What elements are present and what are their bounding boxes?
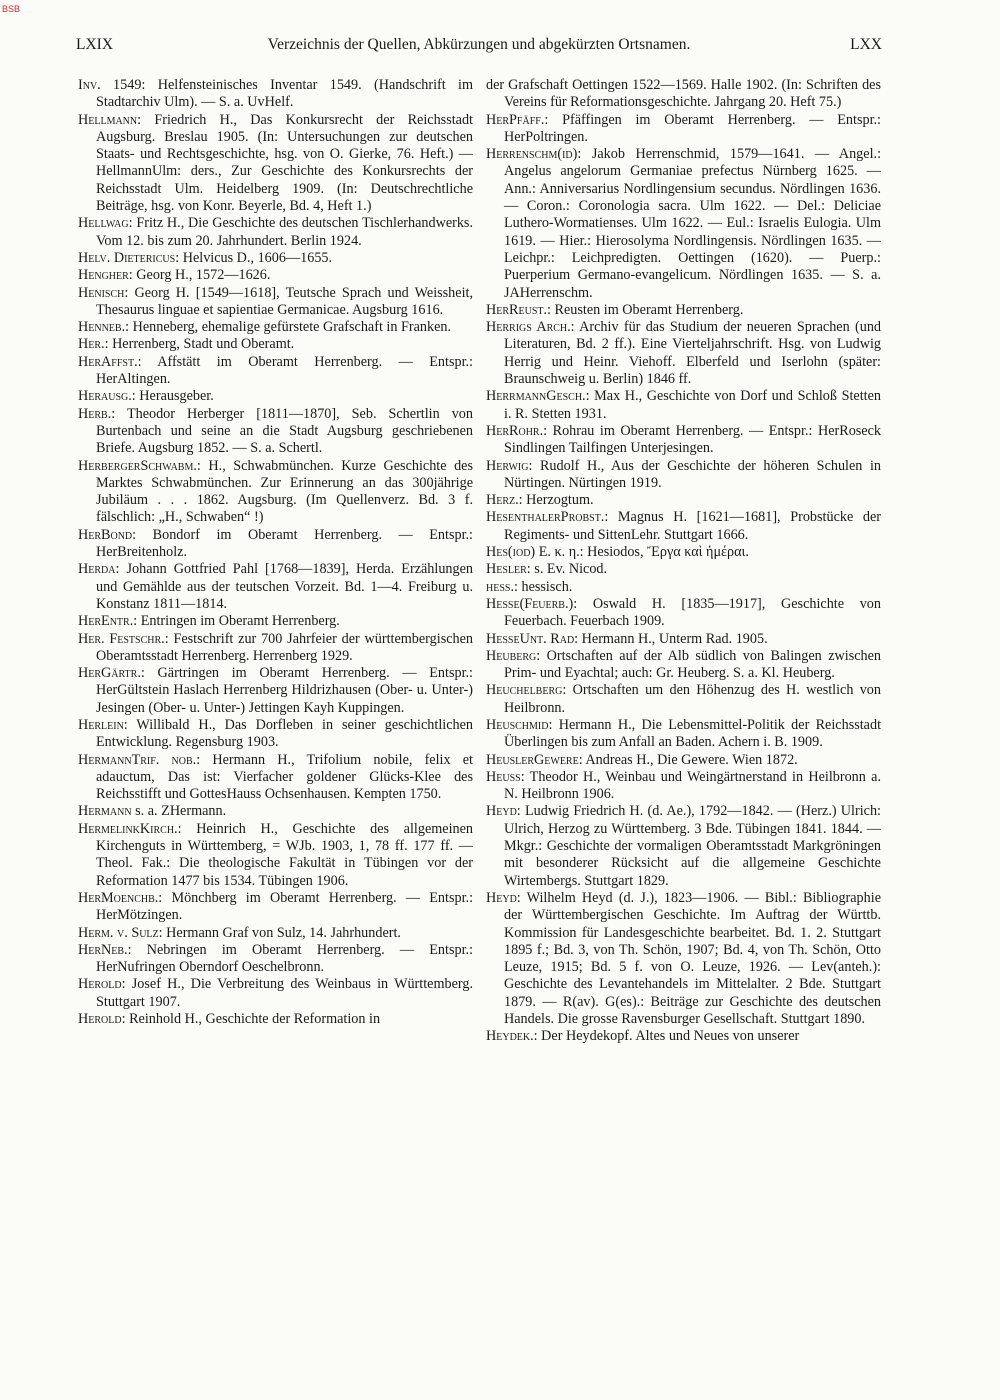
entry-key: Her.: <box>78 336 109 353</box>
entry-text: Johann Gottfried Pahl [1768—1839], Herda. Erzählungen und Gemählde aus der teutschen Vorzeit. Bd. 1—4. Freiburg u. Konstanz 1811—1814. <box>96 561 473 612</box>
index-entry <box>486 146 881 302</box>
index-entry <box>78 890 473 925</box>
entry-text: Willibald H., Das Dorfleben in seiner geschichtlichen Entwicklung. Regensburg 1903. <box>96 716 473 751</box>
entry-key: HerGärtr.: <box>78 665 145 682</box>
index-entry <box>486 648 881 683</box>
entry-key: Herrigs Arch.: <box>486 319 575 336</box>
index-entry <box>78 285 473 320</box>
entry-key: HerBond: <box>78 526 137 543</box>
entry-key: HerAffst.: <box>78 353 142 370</box>
entry-text: Heinrich H., Geschichte des allgemeinen Kirchenguts in Württemberg, = WJb. 1903, 1, 78 ff. 177 ff. — Theol. Fak.: Die theologische Fakultät in Tübingen vor der Reformation 1477 bis 1534. Tübingen 1906. <box>96 820 473 889</box>
entry-key: HerPfäff.: <box>486 111 549 128</box>
entry-key: Herausg.: <box>78 388 136 405</box>
entry-text: Josef H., Die Verbreitung des Weinbaus in Württemberg. Stuttgart 1907. <box>96 976 474 1010</box>
library-stamp: BSB <box>2 4 21 14</box>
page-number-left: LXIX <box>76 36 114 53</box>
entry-key: Herold: <box>78 1011 126 1028</box>
entry-text: Georg H., 1572—1626. <box>136 267 271 284</box>
entry-text: Helfensteinisches Inventar 1549. (Handschrift im Stadtarchiv Ulm). — S. a. UvHelf. <box>96 77 473 111</box>
index-entry <box>486 769 881 804</box>
index-entry <box>78 561 473 613</box>
entry-key: hess.: <box>486 578 518 595</box>
index-entry <box>78 976 473 1011</box>
index-entry <box>486 596 881 631</box>
entry-key: Hesler: <box>486 561 531 578</box>
index-entry <box>78 631 473 666</box>
entry-key: HesenthalerProbst.: <box>486 509 609 526</box>
index-entry <box>78 527 473 562</box>
index-entry <box>78 717 473 752</box>
entry-text: Reusten im Oberamt Herrenberg. <box>554 301 744 318</box>
entry-key: HerRohr.: <box>486 422 548 439</box>
entry-text: Friedrich H., Das Konkursrecht der Reichsstadt Augsburg. Breslau 1905. (In: Untersuchungen zur deutschen Staats- und Rechtsgeschichte, hsg. von O. Gierke, 76. Heft.) — HellmannUlm: ders., Zur Geschichte des Konkursrechts der Reichsstadt Ulm. Heidelberg 1909. (In: Deutschrechtliche Beiträge, hsg. von Konr. Beyerle, Bd. 4, Heft 1.) <box>96 111 474 215</box>
index-entry <box>78 803 473 820</box>
index-entry <box>78 267 473 284</box>
index-entry <box>486 302 881 319</box>
entry-key: Hellwag: <box>78 215 133 232</box>
entry-text: Theodor Herberger [1811—1870], Seb. Schertlin von Burtenbach und seine an die Stadt Augsburg geschriebenen Briefe. Augsburg 1852. — S. a. Schertl. <box>96 405 473 457</box>
entry-text: Bondorf im Oberamt Herrenberg. — Entspr.: HerBreitenholz. <box>96 526 473 561</box>
entry-key: Hes(iod) <box>486 544 536 561</box>
entry-key: Hesse(Feuerb.): <box>486 595 578 612</box>
entry-text: Henneberg, ehemalige gefürstete Grafschaft in Franken. <box>132 319 452 336</box>
index-entry <box>78 388 473 405</box>
page-header <box>76 36 882 58</box>
entry-text: Mönchberg im Oberamt Herrenberg. — Entspr.: HerMötzingen. <box>96 889 474 924</box>
entry-key: Henneb.: <box>78 319 130 336</box>
entry-key: Herwig: <box>486 457 533 474</box>
index-entry <box>78 458 473 527</box>
entry-key: HerEntr.: <box>78 613 138 630</box>
entry-key: HermelinkKirch.: <box>78 820 182 837</box>
entry-text: Oswald H. [1835—1917], Geschichte von Feuerbach. Feuerbach 1909. <box>504 595 881 630</box>
index-entry <box>78 406 473 458</box>
entry-text: Der Heydekopf. Altes und Neues von unserer <box>541 1028 800 1045</box>
entry-text: s. a. ZHermann. <box>135 803 227 820</box>
page-number-right: LXX <box>850 36 882 53</box>
entry-key: Herm. v. Sulz: <box>78 924 163 941</box>
index-entry <box>486 458 881 493</box>
entry-key: HeuslerGewere: <box>486 751 583 768</box>
entry-text: Fritz H., Die Geschichte des deutschen Tischlerhandwerks. Vom 12. bis zum 20. Jahrhundert. Berlin 1924. <box>96 215 473 249</box>
entry-text: Hermann H., Trifolium nobile, felix et adauctum, Das ist: Vierfacher goldener Glücks-Klee des Reichsstifft und GottesHauss Ochsenhausen. Kempten 1750. <box>96 751 474 803</box>
entry-text: Festschrift zur 700 Jahrfeier der württembergischen Oberamtsstadt Herrenberg. Herrenberg 1929. <box>96 630 473 664</box>
index-entry <box>486 803 881 889</box>
entry-key: HerMoenchb.: <box>78 889 163 906</box>
index-entry <box>78 77 473 112</box>
entry-text: hessisch. <box>521 578 573 595</box>
entry-key: HermannTrif. nob.: <box>78 751 201 768</box>
index-entry <box>78 1011 473 1028</box>
index-entry <box>78 613 473 630</box>
index-entry <box>486 544 881 561</box>
entry-text: Andreas H., Die Gewere. Wien 1872. <box>585 751 798 768</box>
entry-key: Henisch: <box>78 284 129 301</box>
entry-key: Hengher: <box>78 267 133 284</box>
index-entry <box>78 821 473 890</box>
entry-key: HerReust.: <box>486 301 551 318</box>
entry-key: Heydek.: <box>486 1028 538 1045</box>
entry-text: Gärtringen im Oberamt Herrenberg. — Entspr.: HerGültstein Haslach Herrenberg Hildrizhausen (Ober- u. Unter-) Jesingen (Ober- u. Unter-) Jettingen Kayh Kuppingen. <box>96 665 473 716</box>
entry-text: Ortschaften um den Höhenzug des H. westlich von Heilbronn. <box>504 682 881 716</box>
index-entry <box>486 579 881 596</box>
entry-text: Rohrau im Oberamt Herrenberg. — Entspr.: HerRoseck Sindlingen Tailfingen Unterjesingen. <box>504 422 882 457</box>
index-entry <box>486 509 881 544</box>
entry-text: s. Ev. Nicod. <box>534 561 608 578</box>
index-entry <box>486 492 881 509</box>
index-entry <box>486 561 881 578</box>
entry-text: Helvicus D., 1606—1655. <box>182 249 333 266</box>
entry-text: Theodor H., Weinbau und Weingärtnerstand in Heilbronn a. N. Heilbronn 1906. <box>504 768 881 803</box>
index-entry <box>78 665 473 717</box>
entry-text: Hermann Graf von Sulz, 14. Jahrhundert. <box>166 924 401 941</box>
index-entry <box>486 631 881 648</box>
entry-key: Hermann <box>78 803 132 820</box>
index-entry <box>486 717 881 752</box>
index-entry <box>486 1028 881 1045</box>
entry-text: Herrenberg, Stadt und Oberamt. <box>112 336 295 353</box>
entry-key: HesseUnt. Rad: <box>486 630 579 647</box>
entry-text: Hermann H., Die Lebensmittel-Politik der Reichsstadt Überlingen bis zum Anfall an Baden. Achern i. B. 1909. <box>504 716 882 751</box>
entry-text: Herzogtum. <box>526 492 594 509</box>
entry-key: HerNeb.: <box>78 941 132 958</box>
index-entry <box>78 752 473 804</box>
entry-text: Ludwig Friedrich H. (d. Ae.), 1792—1842. — (Herz.) Ulrich: Ulrich, Herzog zu Württemberg. 3 Bde. Tübingen 1841. 1844. — Mkgr.: Geschichte der vormaligen Oberamtsstadt Markgröningen mit besonderer Rücksicht auf die allgemeine Geschichte Wirtembergs. Stuttgart 1829. <box>504 803 881 889</box>
entry-text: Affstätt im Oberamt Herrenberg. — Entspr.: HerAltingen. <box>96 353 473 388</box>
entry-text: Pfäffingen im Oberamt Herrenberg. — Entspr.: HerPoltringen. <box>504 111 882 145</box>
entry-key: Heuchelberg: <box>486 682 567 699</box>
page-title: Verzeichnis der Quellen, Abkürzungen und abgekürzten Ortsnamen. <box>267 36 691 53</box>
index-entry <box>486 319 881 388</box>
index-entry <box>78 336 473 353</box>
entry-key: Herlein: <box>78 716 128 733</box>
entry-text: Max H., Geschichte von Dorf und Schloß Stetten i. R. Stetten 1931. <box>504 388 882 422</box>
index-entry <box>78 354 473 389</box>
entry-text: der Grafschaft Oettingen 1522—1569. Halle 1902. (In: Schriften des Vereins für Reformationsgeschichte. Jahrgang 20. Heft 75.) <box>486 77 881 111</box>
index-entry <box>486 423 881 458</box>
index-entry <box>78 250 473 267</box>
entry-key: Heuss: <box>486 768 525 785</box>
entry-key: Herda: <box>78 561 120 578</box>
index-entry <box>78 925 473 942</box>
entry-key: Hellmann: <box>78 111 142 128</box>
entry-text: Reinhold H., Geschichte der Reformation in <box>129 1011 381 1028</box>
index-entry <box>486 682 881 717</box>
index-entry <box>78 942 473 977</box>
entry-key: Her. Festschr.: <box>78 630 169 647</box>
index-entry <box>486 112 881 147</box>
entry-key: Heuberg: <box>486 647 541 664</box>
index-entry <box>486 388 881 423</box>
entry-text: Entringen im Oberamt Herrenberg. <box>140 613 340 630</box>
entry-text: Ortschaften auf der Alb südlich von Balingen zwischen Prim- und Eyachtal; auch: Gr. Heuberg. S. a. Kl. Heuberg. <box>504 647 881 682</box>
entry-text: Magnus H. [1621—1681], Probstücke der Regiments- und SittenLehr. Stuttgart 1666. <box>504 509 881 543</box>
right-column <box>486 77 881 1046</box>
entry-text: Wilhelm Heyd (d. J.), 1823—1906. — Bibl.: Bibliographie der Württembergischen Geschichte. Im Auftrag der Württb. Kommission für Landesgeschichte bearbeitet. Bd. 1. 2. Stuttgart 1895 f.; Bd. 3, von Th. Schön, 1907; Bd. 4, von Th. Schön, Otto Leuze, 1915; Bd. 5 f. von O. Leuze, 1926. — Lev(anteh.): Geschichte des Levantehandels im Mittelalter. 2 Bde. Stuttgart 1879. — R(av). G(es).: Beiträge zur Geschichte des deutschen Handels. Die grosse Ravensburger Gesellschaft. Stuttgart 1890. <box>504 889 881 1028</box>
index-entry <box>486 890 881 1028</box>
index-entry <box>78 112 473 216</box>
left-column <box>78 77 473 1028</box>
entry-text: Nebringen im Oberamt Herrenberg. — Entspr.: HerNufringen Oberndorf Oeschelbronn. <box>96 941 474 976</box>
entry-text: Rudolf H., Aus der Geschichte der höheren Schulen in Nürtingen. Nürtingen 1919. <box>504 457 881 491</box>
entry-text: H., Schwabmünchen. Kurze Geschichte des Marktes Schwabmünchen. Zur Erinnerung an das 300jährige Jubiläum . . . 1862. Augsburg. (Im Quellenverz. Bd. 3 f. fälschlich: „H., Schwaben“ !) <box>96 457 473 526</box>
entry-key: Heyd: <box>486 889 521 906</box>
entry-key: HerbergerSchwabm.: <box>78 457 201 474</box>
entry-text: Georg H. [1549—1618], Teutsche Sprach und Weissheit, Thesaurus linguae et sapientiae Germanicae. Augsburg 1616. <box>96 284 474 318</box>
entry-text: Herausgeber. <box>139 388 214 405</box>
index-entry <box>486 77 881 112</box>
entry-key: Heuschmid: <box>486 716 553 733</box>
index-entry <box>78 215 473 250</box>
entry-text: Jakob Herrenschmid, 1579—1641. — Angel.: Angelus angelorum Germaniae prefectus Nürnberg 1625. — Ann.: Anniversarius Nordlingensium secundus. Nördlingen 1636. — Coron.: Coronologia sacra. Ulm 1622. — Del.: Deliciae Luthero-Wormatienses. Ulm 1622. — Eul.: Israelis Eulogia. Ulm 1619. — Hier.: Hierosolyma Nordlingensis. Nördlingen 1635. — Leichpr.: Leichpredigten. Oettingen (1620). — Puerp.: Puerperium Germano-evangelicum. Nördlingen 1635. — S. a. JAHerrenschm. <box>504 146 882 301</box>
entry-text: E. κ. η.: Hesiodos, Ἔργα καὶ ἡμέραι. <box>538 544 749 561</box>
entry-key: Herb.: <box>78 405 116 422</box>
entry-key: Herrenschm(id): <box>486 146 582 163</box>
entry-key: HerrmannGesch.: <box>486 388 590 405</box>
index-entry <box>486 752 881 769</box>
entry-key: Inv. 1549: <box>78 77 146 93</box>
entry-text: Archiv für das Studium der neueren Sprachen (und Literaturen, Bd. 2 ff.). Eine Vierteljahrschrift. Hsg. von Ludwig Herrig und Heinr. Viehoff. Elberfeld und Iserlohn (später: Braunschweig u. Berlin) 1846 ff. <box>504 319 882 388</box>
entry-text: Hermann H., Unterm Rad. 1905. <box>581 630 768 647</box>
entry-key: Helv. Dietericus: <box>78 249 180 266</box>
entry-key: Herold: <box>78 976 126 993</box>
index-entry <box>78 319 473 336</box>
entry-key: Heyd: <box>486 803 521 820</box>
entry-key: Herz.: <box>486 492 523 509</box>
